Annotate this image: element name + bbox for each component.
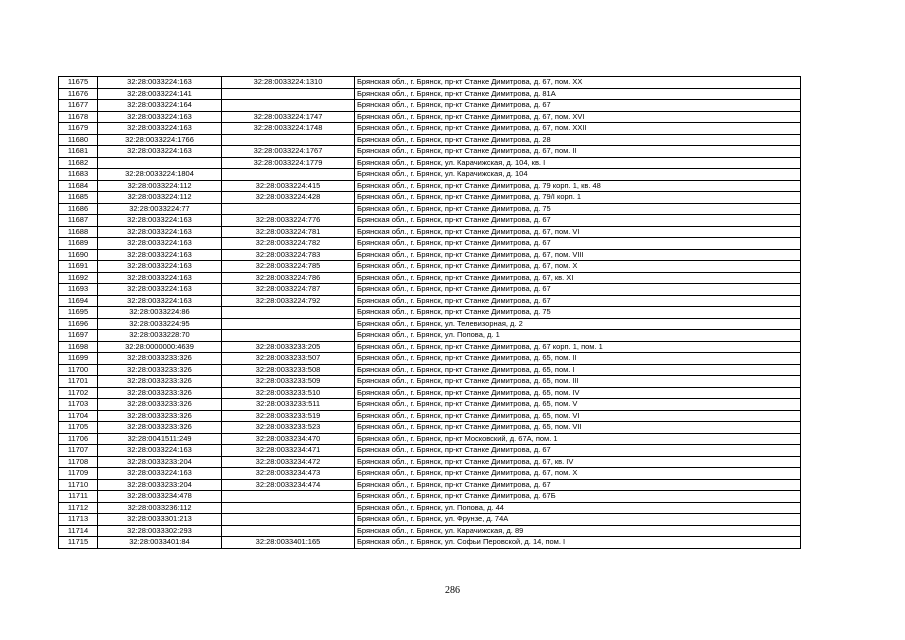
table-row [59,479,801,491]
address-cell: Брянская обл., г. Брянск, пр-кт Станке Димитрова, д. 67 [355,479,801,491]
cadastral-number-cell: 32:28:0033233:509 [222,376,355,388]
address-cell: Брянская обл., г. Брянск, ул. Фрунзе, д. 74А [355,514,801,526]
address-cell: Брянская обл., г. Брянск, ул. Карачижская, д. 89 [355,525,801,537]
address-cell: Брянская обл., г. Брянск, пр-кт Станке Димитрова, д. 79/I корп. 1 [355,192,801,204]
cadastral-number-cell: 32:28:0033401:165 [222,537,355,549]
parent-cadastral-number-cell: 32:28:0033224:112 [98,192,222,204]
row-number-cell: 11682 [59,157,98,169]
cadastral-number-cell: 32:28:0033224:783 [222,249,355,261]
address-cell: Брянская обл., г. Брянск, пр-кт Станке Димитрова, д. 67, пом. X [355,468,801,480]
table-row [59,88,801,100]
cadastral-number-cell: 32:28:0033224:787 [222,284,355,296]
row-number-cell: 11715 [59,537,98,549]
table-row [59,272,801,284]
row-number-cell: 11685 [59,192,98,204]
cadastral-number-cell [222,307,355,319]
parent-cadastral-number-cell: 32:28:0033302:293 [98,525,222,537]
address-cell: Брянская обл., г. Брянск, ул. Софьи Перовской, д. 14, пом. I [355,537,801,549]
address-cell: Брянская обл., г. Брянск, ул. Карачижская, д. 104, кв. I [355,157,801,169]
table-row [59,77,801,89]
cadastral-number-cell: 32:28:0033224:428 [222,192,355,204]
address-cell: Брянская обл., г. Брянск, пр-кт Станке Димитрова, д. 67, пом. VIII [355,249,801,261]
cadastral-number-cell: 32:28:0033233:507 [222,353,355,365]
parent-cadastral-number-cell: 32:28:0033233:326 [98,364,222,376]
parent-cadastral-number-cell: 32:28:0033224:163 [98,226,222,238]
row-number-cell: 11680 [59,134,98,146]
parent-cadastral-number-cell: 32:28:0033224:141 [98,88,222,100]
row-number-cell: 11713 [59,514,98,526]
cadastral-number-cell: 32:28:0033224:776 [222,215,355,227]
table-row [59,422,801,434]
address-cell: Брянская обл., г. Брянск, пр-кт Станке Димитрова, д. 65, пом. III [355,376,801,388]
cadastral-number-cell: 32:28:0033233:523 [222,422,355,434]
parent-cadastral-number-cell: 32:28:0033224:163 [98,272,222,284]
row-number-cell: 11677 [59,100,98,112]
table-row [59,111,801,123]
cadastral-number-cell [222,318,355,330]
table-row [59,410,801,422]
parent-cadastral-number-cell: 32:28:0033224:163 [98,111,222,123]
table-row [59,238,801,250]
address-cell: Брянская обл., г. Брянск, пр-кт Станке Димитрова, д. 67 [355,238,801,250]
address-cell: Брянская обл., г. Брянск, пр-кт Станке Димитрова, д. 65, пом. IV [355,387,801,399]
address-cell: Брянская обл., г. Брянск, пр-кт Станке Димитрова, д. 67 [355,445,801,457]
parent-cadastral-number-cell: 32:28:0033301:213 [98,514,222,526]
address-cell: Брянская обл., г. Брянск, пр-кт Станке Димитрова, д. 67Б [355,491,801,503]
parent-cadastral-number-cell: 32:28:0033401:84 [98,537,222,549]
parent-cadastral-number-cell: 32:28:0033224:164 [98,100,222,112]
registry-table [58,76,801,549]
table-row [59,445,801,457]
parent-cadastral-number-cell: 32:28:0033233:326 [98,410,222,422]
row-number-cell: 11678 [59,111,98,123]
parent-cadastral-number-cell: 32:28:0033224:163 [98,77,222,89]
parent-cadastral-number-cell: 32:28:0033224:112 [98,180,222,192]
table-row [59,364,801,376]
cadastral-number-cell [222,88,355,100]
table-row [59,284,801,296]
cadastral-number-cell: 32:28:0033224:1767 [222,146,355,158]
cadastral-number-cell: 32:28:0033224:1747 [222,111,355,123]
row-number-cell: 11692 [59,272,98,284]
address-cell: Брянская обл., г. Брянск, пр-кт Станке Димитрова, д. 67, пом. II [355,146,801,158]
cadastral-number-cell [222,330,355,342]
row-number-cell: 11712 [59,502,98,514]
address-cell: Брянская обл., г. Брянск, пр-кт Станке Димитрова, д. 65, пом. I [355,364,801,376]
table-row [59,261,801,273]
row-number-cell: 11693 [59,284,98,296]
cadastral-number-cell: 32:28:0033233:508 [222,364,355,376]
cadastral-number-cell: 32:28:0033234:472 [222,456,355,468]
address-cell: Брянская обл., г. Брянск, пр-кт Станке Димитрова, д. 67 [355,215,801,227]
parent-cadastral-number-cell: 32:28:0033224:86 [98,307,222,319]
table-row [59,123,801,135]
cadastral-number-cell: 32:28:0033224:781 [222,226,355,238]
table-row [59,249,801,261]
cadastral-number-cell: 32:28:0033233:519 [222,410,355,422]
cadastral-number-cell [222,134,355,146]
cadastral-number-cell [222,100,355,112]
table-row [59,192,801,204]
cadastral-number-cell [222,525,355,537]
parent-cadastral-number-cell: 32:28:0033233:326 [98,399,222,411]
address-cell: Брянская обл., г. Брянск, пр-кт Станке Димитрова, д. 79 корп. 1, кв. 48 [355,180,801,192]
cadastral-number-cell [222,491,355,503]
address-cell: Брянская обл., г. Брянск, пр-кт Станке Димитрова, д. 81А [355,88,801,100]
table-row [59,399,801,411]
row-number-cell: 11702 [59,387,98,399]
parent-cadastral-number-cell: 32:28:0033233:326 [98,422,222,434]
row-number-cell: 11689 [59,238,98,250]
address-cell: Брянская обл., г. Брянск, пр-кт Станке Димитрова, д. 67, кв. XI [355,272,801,284]
address-cell: Брянская обл., г. Брянск, пр-кт Станке Димитрова, д. 67 [355,100,801,112]
parent-cadastral-number-cell: 32:28:0033233:326 [98,353,222,365]
address-cell: Брянская обл., г. Брянск, ул. Попова, д. 1 [355,330,801,342]
parent-cadastral-number-cell: 32:28:0033233:326 [98,376,222,388]
address-cell: Брянская обл., г. Брянск, пр-кт Станке Димитрова, д. 65, пом. II [355,353,801,365]
row-number-cell: 11699 [59,353,98,365]
row-number-cell: 11711 [59,491,98,503]
table-row [59,307,801,319]
row-number-cell: 11700 [59,364,98,376]
parent-cadastral-number-cell: 32:28:0033234:478 [98,491,222,503]
row-number-cell: 11688 [59,226,98,238]
address-cell: Брянская обл., г. Брянск, пр-кт Станке Димитрова, д. 67, пом. XXII [355,123,801,135]
address-cell: Брянская обл., г. Брянск, пр-кт Станке Димитрова, д. 67, кв. IV [355,456,801,468]
row-number-cell: 11696 [59,318,98,330]
address-cell: Брянская обл., г. Брянск, пр-кт Станке Димитрова, д. 67 [355,295,801,307]
cadastral-number-cell: 32:28:0033224:782 [222,238,355,250]
parent-cadastral-number-cell: 32:28:0000000:4639 [98,341,222,353]
row-number-cell: 11705 [59,422,98,434]
cadastral-number-cell [222,169,355,181]
address-cell: Брянская обл., г. Брянск, ул. Телевизорная, д. 2 [355,318,801,330]
table-row [59,330,801,342]
address-cell: Брянская обл., г. Брянск, пр-кт Станке Димитрова, д. 67, пом. XX [355,77,801,89]
address-cell: Брянская обл., г. Брянск, пр-кт Станке Димитрова, д. 67, пом. X [355,261,801,273]
table-row [59,215,801,227]
parent-cadastral-number-cell: 32:28:0033224:163 [98,123,222,135]
address-cell: Брянская обл., г. Брянск, пр-кт Станке Димитрова, д. 75 [355,307,801,319]
address-cell: Брянская обл., г. Брянск, ул. Попова, д. 44 [355,502,801,514]
cadastral-number-cell: 32:28:0033224:415 [222,180,355,192]
address-cell: Брянская обл., г. Брянск, пр-кт Станке Димитрова, д. 67 [355,284,801,296]
row-number-cell: 11714 [59,525,98,537]
row-number-cell: 11703 [59,399,98,411]
cadastral-number-cell: 32:28:0033234:470 [222,433,355,445]
table-row [59,169,801,181]
row-number-cell: 11676 [59,88,98,100]
parent-cadastral-number-cell: 32:28:0033224:163 [98,249,222,261]
address-cell: Брянская обл., г. Брянск, пр-кт Станке Димитрова, д. 65, пом. VI [355,410,801,422]
address-cell: Брянская обл., г. Брянск, пр-кт Станке Димитрова, д. 65, пом. V [355,399,801,411]
cadastral-number-cell [222,502,355,514]
row-number-cell: 11704 [59,410,98,422]
table-row [59,353,801,365]
parent-cadastral-number-cell [98,157,222,169]
parent-cadastral-number-cell: 32:28:0033228:70 [98,330,222,342]
parent-cadastral-number-cell: 32:28:0033224:1804 [98,169,222,181]
parent-cadastral-number-cell: 32:28:0033224:163 [98,295,222,307]
address-cell: Брянская обл., г. Брянск, ул. Карачижская, д. 104 [355,169,801,181]
cadastral-number-cell: 32:28:0033224:1779 [222,157,355,169]
row-number-cell: 11701 [59,376,98,388]
registry-table-body [59,77,801,549]
row-number-cell: 11691 [59,261,98,273]
table-row [59,226,801,238]
row-number-cell: 11687 [59,215,98,227]
cadastral-number-cell: 32:28:0033224:1310 [222,77,355,89]
table-row [59,468,801,480]
table-row [59,502,801,514]
address-cell: Брянская обл., г. Брянск, пр-кт Станке Димитрова, д. 67 корп. 1, пом. 1 [355,341,801,353]
row-number-cell: 11706 [59,433,98,445]
table-row [59,525,801,537]
parent-cadastral-number-cell: 32:28:0033233:204 [98,479,222,491]
table-row [59,146,801,158]
parent-cadastral-number-cell: 32:28:0033224:77 [98,203,222,215]
page-number: 286 [445,585,460,596]
table-row [59,100,801,112]
row-number-cell: 11697 [59,330,98,342]
row-number-cell: 11695 [59,307,98,319]
cadastral-number-cell: 32:28:0033234:474 [222,479,355,491]
address-cell: Брянская обл., г. Брянск, пр-кт Станке Димитрова, д. 28 [355,134,801,146]
table-row [59,433,801,445]
address-cell: Брянская обл., г. Брянск, пр-кт Станке Димитрова, д. 65, пом. VII [355,422,801,434]
table-row [59,376,801,388]
table-row [59,491,801,503]
row-number-cell: 11675 [59,77,98,89]
table-row [59,295,801,307]
row-number-cell: 11698 [59,341,98,353]
cadastral-number-cell: 32:28:0033233:205 [222,341,355,353]
cadastral-number-cell: 32:28:0033224:785 [222,261,355,273]
cadastral-number-cell: 32:28:0033224:1748 [222,123,355,135]
cadastral-number-cell: 32:28:0033224:792 [222,295,355,307]
parent-cadastral-number-cell: 32:28:0033224:163 [98,146,222,158]
address-cell: Брянская обл., г. Брянск, пр-кт Станке Димитрова, д. 67, пом. VI [355,226,801,238]
table-row [59,203,801,215]
address-cell: Брянская обл., г. Брянск, пр-кт Станке Димитрова, д. 75 [355,203,801,215]
row-number-cell: 11709 [59,468,98,480]
cadastral-number-cell [222,203,355,215]
table-row [59,537,801,549]
row-number-cell: 11710 [59,479,98,491]
table-row [59,456,801,468]
parent-cadastral-number-cell: 32:28:0033236:112 [98,502,222,514]
table-row [59,157,801,169]
table-row [59,134,801,146]
table-row [59,180,801,192]
row-number-cell: 11690 [59,249,98,261]
cadastral-number-cell: 32:28:0033234:473 [222,468,355,480]
table-row [59,341,801,353]
table-row [59,514,801,526]
cadastral-number-cell: 32:28:0033224:786 [222,272,355,284]
table-row [59,318,801,330]
table-row [59,387,801,399]
parent-cadastral-number-cell: 32:28:0041511:249 [98,433,222,445]
parent-cadastral-number-cell: 32:28:0033224:163 [98,215,222,227]
address-cell: Брянская обл., г. Брянск, пр-кт Станке Димитрова, д. 67, пом. XVI [355,111,801,123]
cadastral-number-cell: 32:28:0033234:471 [222,445,355,457]
parent-cadastral-number-cell: 32:28:0033224:163 [98,445,222,457]
parent-cadastral-number-cell: 32:28:0033224:163 [98,261,222,273]
row-number-cell: 11679 [59,123,98,135]
address-cell: Брянская обл., г. Брянск, пр-кт Московский, д. 67А, пом. 1 [355,433,801,445]
row-number-cell: 11694 [59,295,98,307]
cadastral-number-cell [222,514,355,526]
parent-cadastral-number-cell: 32:28:0033233:326 [98,387,222,399]
parent-cadastral-number-cell: 32:28:0033233:204 [98,456,222,468]
parent-cadastral-number-cell: 32:28:0033224:1766 [98,134,222,146]
cadastral-number-cell: 32:28:0033233:511 [222,399,355,411]
row-number-cell: 11707 [59,445,98,457]
row-number-cell: 11708 [59,456,98,468]
parent-cadastral-number-cell: 32:28:0033224:163 [98,238,222,250]
row-number-cell: 11681 [59,146,98,158]
cadastral-number-cell: 32:28:0033233:510 [222,387,355,399]
row-number-cell: 11684 [59,180,98,192]
row-number-cell: 11683 [59,169,98,181]
parent-cadastral-number-cell: 32:28:0033224:95 [98,318,222,330]
parent-cadastral-number-cell: 32:28:0033224:163 [98,284,222,296]
row-number-cell: 11686 [59,203,98,215]
parent-cadastral-number-cell: 32:28:0033224:163 [98,468,222,480]
